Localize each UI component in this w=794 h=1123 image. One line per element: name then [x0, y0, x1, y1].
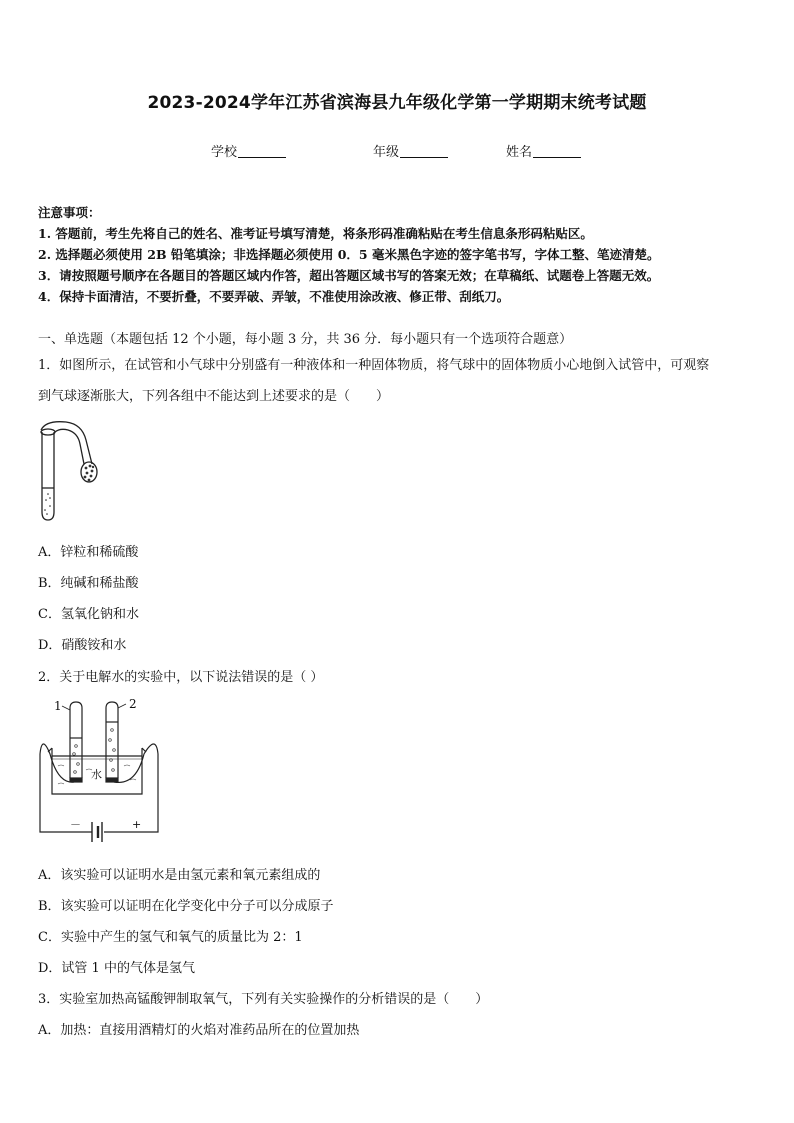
q2-option-b: B．该实验可以证明在化学变化中分子可以分成原子: [38, 899, 334, 914]
q2-option-c: C．实验中产生的氢气和氧气的质量比为 2：1: [38, 930, 303, 945]
notice-heading: 注意事项：: [38, 205, 101, 220]
question-1-line-1: 1．如图所示，在试管和小气球中分别盛有一种液体和一种固体物质，将气球中的固体物质小心地倒入试管中，可观察: [38, 358, 710, 373]
notice-item: 4．保持卡面清洁，不要折叠，不要弄破、弄皱，不准使用涂改液、修正带、刮纸刀。: [38, 289, 510, 304]
question-3-stem: 3．实验室加热高锰酸钾制取氧气，下列有关实验操作的分析错误的是（ ）: [38, 992, 489, 1007]
grade-label: 年级: [373, 145, 400, 160]
positive-terminal-label: +: [132, 818, 142, 831]
q2-option-d: D．试管 1 中的气体是氢气: [38, 961, 195, 976]
school-field: [211, 141, 286, 160]
notice-item: 2. 选择题必须使用 2B 铅笔填涂；非选择题必须使用 0．5 毫米黑色字迹的签字笔书写，字体工整、笔迹清楚。: [38, 247, 660, 262]
grade-field: [373, 141, 448, 160]
q1-option-c: C．氢氧化钠和水: [38, 607, 139, 622]
electrolysis-figure: [36, 694, 166, 846]
exam-title: 2023-2024学年江苏省滨海县九年级化学第一学期期末统考试题: [147, 93, 647, 113]
question-2-stem: 2．关于电解水的实验中，以下说法错误的是（ ）: [38, 670, 324, 685]
name-field: [506, 141, 581, 160]
water-label: 水: [91, 768, 102, 781]
notice-item: 1. 答题前，考生先将自己的姓名、准考证号填写清楚，将条形码准确粘贴在考生信息条形码粘贴区。: [38, 226, 593, 241]
q2-option-a: A．该实验可以证明水是由氢元素和氧元素组成的: [38, 868, 321, 883]
tube-2-label: 2: [129, 697, 137, 711]
test-tube-balloon-figure: [36, 420, 106, 525]
negative-terminal-label: －: [70, 818, 81, 831]
question-1-line-2: 到气球逐渐胀大，下列各组中不能达到上述要求的是（ ）: [38, 389, 390, 404]
tube-1-label: 1: [54, 699, 62, 713]
school-blank: [238, 144, 286, 158]
grade-blank: [400, 144, 448, 158]
q1-option-d: D．硝酸铵和水: [38, 638, 127, 653]
q3-option-a: A．加热：直接用酒精灯的火焰对准药品所在的位置加热: [38, 1023, 360, 1038]
section-heading: 一、单选题（本题包括 12 个小题，每小题 3 分，共 36 分．每小题只有一个选项符合题意）: [38, 332, 573, 347]
name-blank: [533, 144, 581, 158]
school-label: 学校: [211, 145, 238, 160]
q1-option-a: A．锌粒和稀硫酸: [38, 545, 139, 560]
name-label: 姓名: [506, 145, 533, 160]
q1-option-b: B．纯碱和稀盐酸: [38, 576, 139, 591]
notice-item: 3．请按照题号顺序在各题目的答题区域内作答，超出答题区域书写的答案无效；在草稿纸、试题卷上答题无效。: [38, 268, 660, 283]
